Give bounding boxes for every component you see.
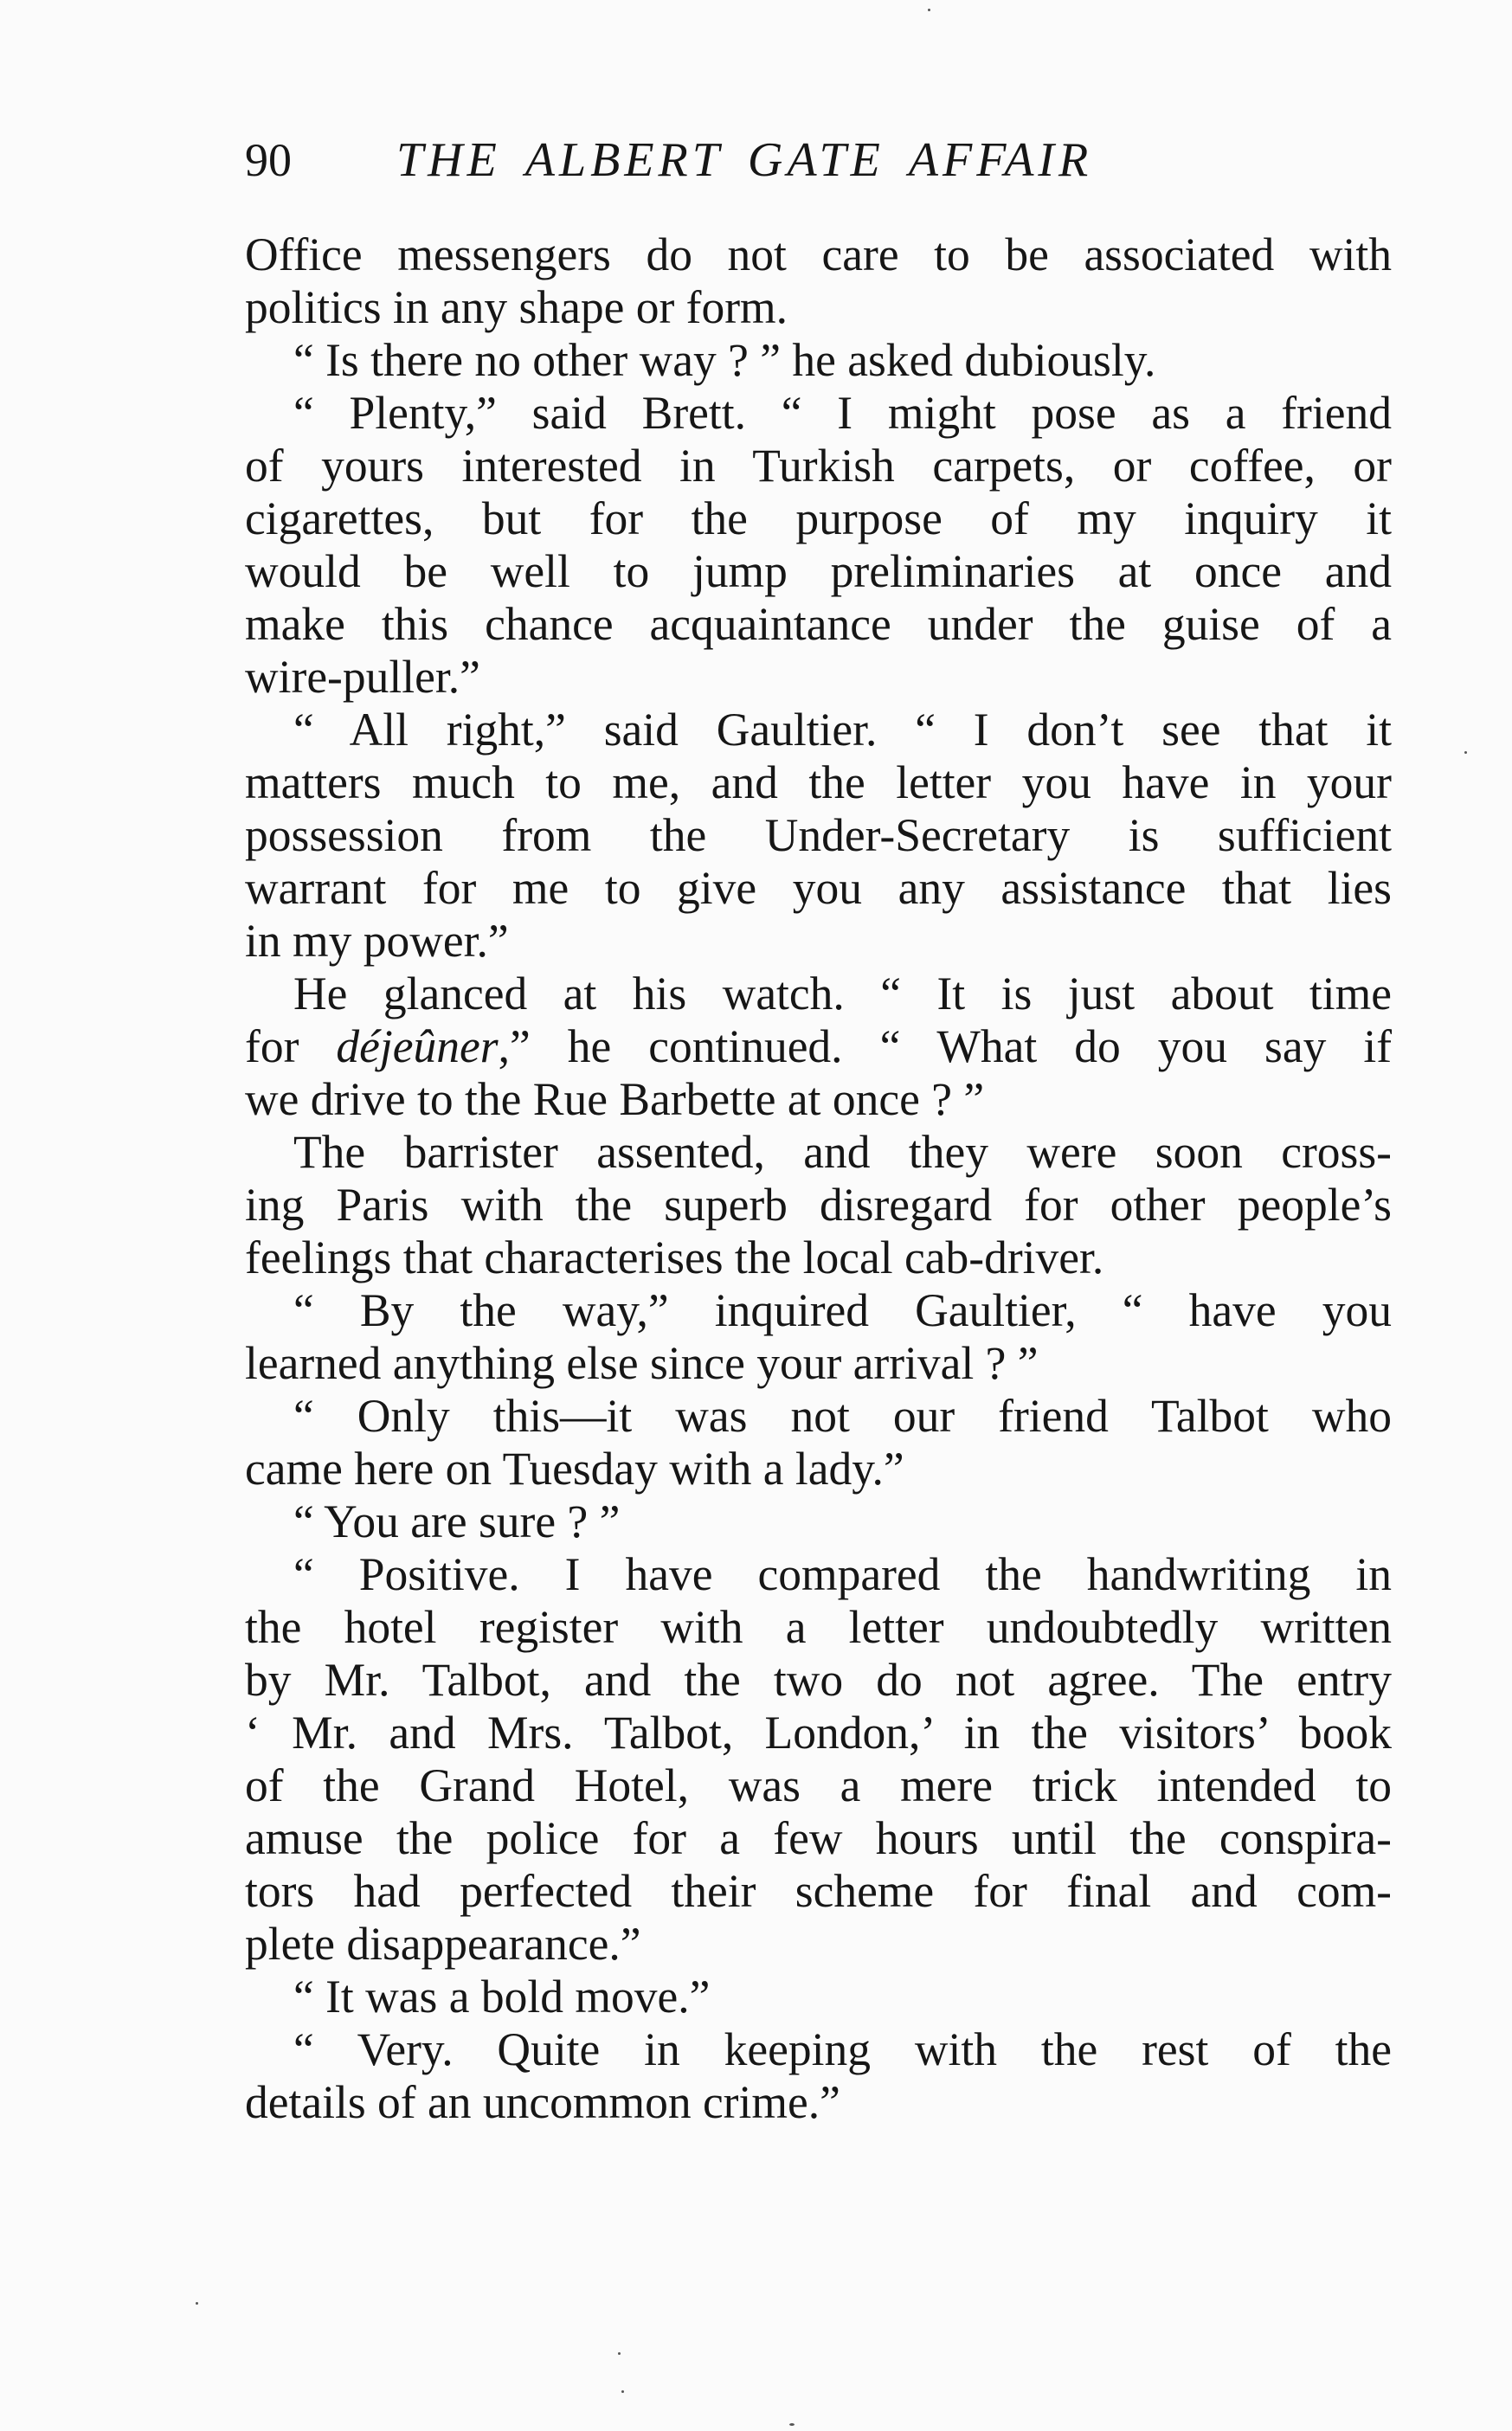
page-speck xyxy=(618,2352,621,2355)
text-segment: for xyxy=(245,1020,337,1072)
text-line: learned anything else since your arrival ? ” xyxy=(245,1337,1039,1389)
text-line: amuse the police for a few hours until the conspira- xyxy=(245,1812,1392,1864)
text-line: of the Grand Hotel, was a mere trick intended to xyxy=(245,1759,1392,1811)
page-number: 90 xyxy=(245,134,292,186)
text-line: Office messengers do not care to be associated with xyxy=(245,228,1392,280)
text-line: politics in any shape or form. xyxy=(245,281,788,333)
text-line: tors had perfected their scheme for final and com- xyxy=(245,1865,1392,1917)
text-line: of yours interested in Turkish carpets, or coffee, or xyxy=(245,440,1392,492)
text-line: in my power.” xyxy=(245,915,509,967)
text-line: “ It was a bold move.” xyxy=(293,1971,711,2023)
text-line: “ Positive. I have compared the handwriting in xyxy=(293,1548,1392,1600)
text-line: “ Plenty,” said Brett. “ I might pose as a friend xyxy=(293,387,1392,439)
text-line: by Mr. Talbot, and the two do not agree. The entry xyxy=(245,1654,1392,1706)
running-title: THE ALBERT GATE AFFAIR xyxy=(396,133,1093,187)
text-line: “ Is there no other way ? ” he asked dubiously. xyxy=(293,334,1156,386)
body-text xyxy=(245,228,1392,2129)
page-speck xyxy=(1464,751,1467,754)
page-header xyxy=(245,130,1396,199)
text-line: cigarettes, but for the purpose of my inquiry it xyxy=(245,492,1392,544)
text-line: details of an uncommon crime.” xyxy=(245,2076,840,2128)
text-line: make this chance acquaintance under the guise of a xyxy=(245,598,1392,650)
text-line: warrant for me to give you any assistance that lies xyxy=(245,862,1392,914)
text-line: The barrister assented, and they were soon cross- xyxy=(293,1126,1392,1178)
text-line: ‘ Mr. and Mrs. Talbot, London,’ in the visitors’ book xyxy=(245,1707,1392,1759)
text-line: “ You are sure ? ” xyxy=(293,1495,621,1547)
text-line: possession from the Under-Secretary is sufficient xyxy=(245,809,1392,861)
page-speck xyxy=(928,9,930,11)
text-line: would be well to jump preliminaries at once and xyxy=(245,545,1392,597)
text-line xyxy=(245,1020,1392,1073)
page-speck xyxy=(789,2423,795,2426)
text-line: “ Only this—it was not our friend Talbot who xyxy=(293,1390,1392,1442)
text-line: the hotel register with a letter undoubtedly written xyxy=(245,1601,1392,1653)
text-line: we drive to the Rue Barbette at once ? ” xyxy=(245,1073,985,1125)
text-line: “ All right,” said Gaultier. “ I don’t see that it xyxy=(293,704,1392,756)
text-line: “ By the way,” inquired Gaultier, “ have you xyxy=(293,1284,1392,1336)
text-line: He glanced at his watch. “ It is just about time xyxy=(293,968,1392,1019)
text-line: matters much to me, and the letter you have in your xyxy=(245,756,1392,808)
text-line: “ Very. Quite in keeping with the rest of the xyxy=(293,2023,1392,2075)
italic-word: déjeûner xyxy=(336,1020,499,1072)
page-speck xyxy=(196,2302,198,2305)
text-line: feelings that characterises the local cab-driver. xyxy=(245,1232,1104,1283)
text-line: came here on Tuesday with a lady.” xyxy=(245,1443,904,1495)
text-line: wire-puller.” xyxy=(245,651,480,703)
text-line: plete disappearance.” xyxy=(245,1918,641,1970)
page-speck xyxy=(621,2390,624,2393)
text-line: ing Paris with the superb disregard for other people’s xyxy=(245,1179,1392,1231)
text-segment: ,” he continued. “ What do you say if xyxy=(498,1020,1393,1072)
